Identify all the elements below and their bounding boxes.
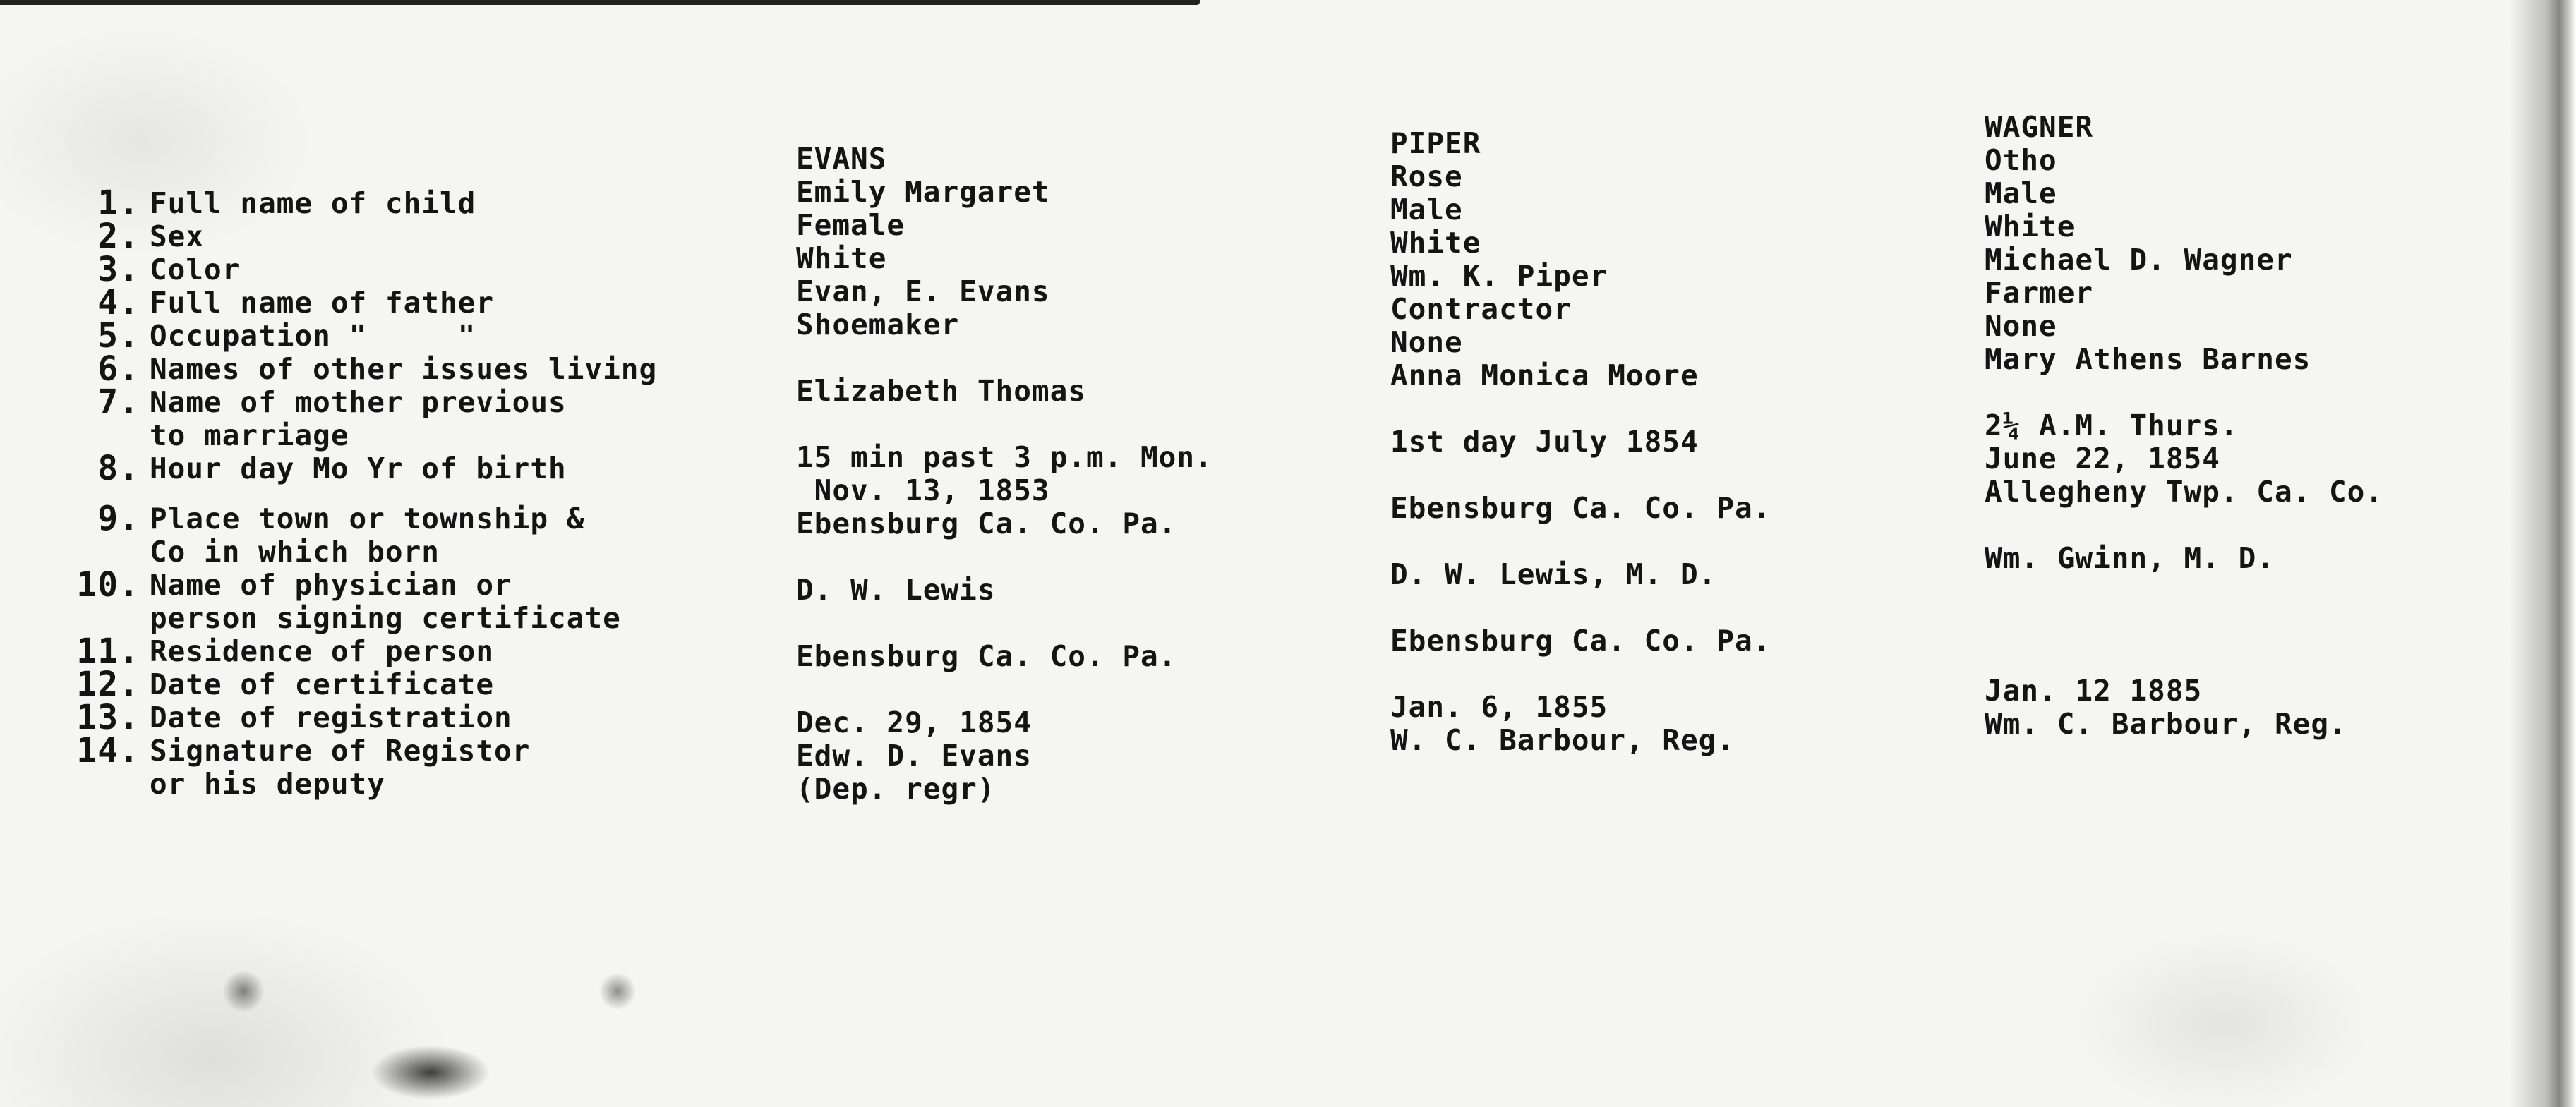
label-number: 14. [76, 731, 140, 770]
wagner-color: White [1985, 210, 2076, 243]
label-number: 5. [97, 316, 140, 356]
piper-surname: PIPER [1390, 126, 1481, 160]
label-text: Name of physician or [150, 568, 512, 602]
label-row-12 [64, 665, 657, 704]
label-row-11 [64, 631, 657, 671]
label-continuation: to marriage [150, 418, 349, 452]
wagner-record-column [1985, 111, 2383, 741]
piper-child-name: Rose [1390, 159, 1463, 193]
label-continuation: Co in which born [150, 535, 440, 569]
evans-birth-time: 15 min past 3 p.m. Mon. [796, 440, 1213, 474]
label-row-5 [64, 316, 657, 356]
wagner-mother: Mary Athens Barnes [1985, 342, 2311, 376]
label-number: 9. [97, 499, 140, 538]
label-row-7 [64, 382, 657, 422]
evans-occupation: Shoemaker [796, 308, 960, 341]
label-row-2 [64, 217, 657, 256]
label-text: Color [150, 253, 241, 286]
piper-record-column [1390, 127, 1771, 757]
piper-other-issues: None [1390, 325, 1463, 359]
label-number: 3. [97, 250, 140, 289]
label-continuation: or his deputy [150, 767, 385, 801]
label-text: Date of certificate [150, 667, 494, 701]
label-number: 2. [97, 217, 140, 256]
wagner-surname: WAGNER [1985, 110, 2094, 144]
label-row-1 [64, 183, 657, 223]
piper-color: White [1390, 226, 1481, 260]
wagner-other-issues: None [1985, 309, 2057, 343]
piper-residence: Ebensburg Ca. Co. Pa. [1390, 624, 1771, 658]
evans-mother: Elizabeth Thomas [796, 374, 1086, 408]
top-border-line [0, 0, 1200, 5]
wagner-father: Michael D. Wagner [1985, 243, 2293, 277]
label-number: 4. [97, 283, 140, 322]
piper-registration-date: Jan. 6, 1855 [1390, 690, 1608, 724]
label-number: 1. [97, 183, 140, 223]
label-row-6 [64, 349, 658, 389]
scan-edge-shadow [2509, 0, 2576, 1107]
label-text: Name of mother previous [150, 385, 567, 419]
label-number: 6. [97, 349, 140, 389]
label-text: Full name of father [150, 286, 494, 320]
wagner-registration-date: Jan. 12 1885 [1985, 674, 2203, 708]
wagner-birth-date: June 22, 1854 [1985, 442, 2220, 476]
piper-birthplace: Ebensburg Ca. Co. Pa. [1390, 491, 1771, 525]
evans-registrar-signature: Edw. D. Evans [796, 739, 1032, 773]
evans-record-column [796, 143, 1213, 806]
label-text: Hour day Mo Yr of birth [150, 452, 567, 485]
label-number: 10. [76, 565, 140, 605]
label-row-9 [64, 499, 657, 538]
evans-registration-date: Dec. 29, 1854 [796, 706, 1032, 739]
piper-physician: D. W. Lewis, M. D. [1390, 557, 1717, 591]
label-number: 8. [97, 449, 140, 488]
wagner-child-name: Otho [1985, 143, 2057, 177]
label-row-14 [64, 731, 657, 770]
label-text: Residence of person [150, 634, 494, 668]
wagner-occupation: Farmer [1985, 276, 2094, 310]
evans-physician: D. W. Lewis [796, 573, 996, 607]
wagner-sex: Male [1985, 176, 2057, 210]
label-row-3 [64, 250, 657, 289]
piper-occupation: Contractor [1390, 292, 1572, 326]
label-row-13 [64, 698, 657, 737]
evans-residence: Ebensburg Ca. Co. Pa. [796, 639, 1177, 673]
label-text: Occupation " " [150, 319, 476, 353]
label-number: 12. [76, 665, 140, 704]
field-labels-column [64, 183, 658, 801]
wagner-birth-time: 2¼ A.M. Thurs. [1985, 409, 2239, 442]
label-text: Names of other issues living [150, 352, 658, 386]
piper-sex: Male [1390, 193, 1463, 226]
label-row-10 [64, 565, 657, 605]
label-text: Sex [150, 219, 205, 253]
label-number: 13. [76, 698, 140, 737]
wagner-registrar-signature: Wm. C. Barbour, Reg. [1985, 707, 2347, 741]
evans-surname: EVANS [796, 142, 887, 176]
wagner-physician: Wm. Gwinn, M. D. [1985, 541, 2275, 575]
evans-father: Evan, E. Evans [796, 274, 1050, 308]
label-row-4 [64, 283, 657, 322]
label-number: 11. [76, 631, 140, 671]
evans-birth-date: Nov. 13, 1853 [796, 473, 1050, 507]
label-text: Signature of Registor [150, 734, 531, 768]
evans-registrar-title: (Dep. regr) [796, 772, 996, 806]
piper-registrar-signature: W. C. Barbour, Reg. [1390, 723, 1735, 757]
label-text: Date of registration [150, 701, 512, 734]
evans-color: White [796, 241, 887, 275]
evans-birthplace: Ebensburg Ca. Co. Pa. [796, 507, 1177, 540]
label-text: Place town or township & [150, 502, 585, 536]
label-row-8 [64, 449, 657, 488]
label-text: Full name of child [150, 186, 476, 220]
wagner-birthplace: Allegheny Twp. Ca. Co. [1985, 475, 2384, 509]
piper-mother: Anna Monica Moore [1390, 358, 1699, 392]
evans-sex: Female [796, 208, 905, 242]
evans-child-name: Emily Margaret [796, 175, 1050, 209]
label-number: 7. [97, 382, 140, 422]
piper-father: Wm. K. Piper [1390, 259, 1608, 293]
piper-birth-date: 1st day July 1854 [1390, 425, 1699, 459]
label-continuation: person signing certificate [150, 601, 621, 635]
